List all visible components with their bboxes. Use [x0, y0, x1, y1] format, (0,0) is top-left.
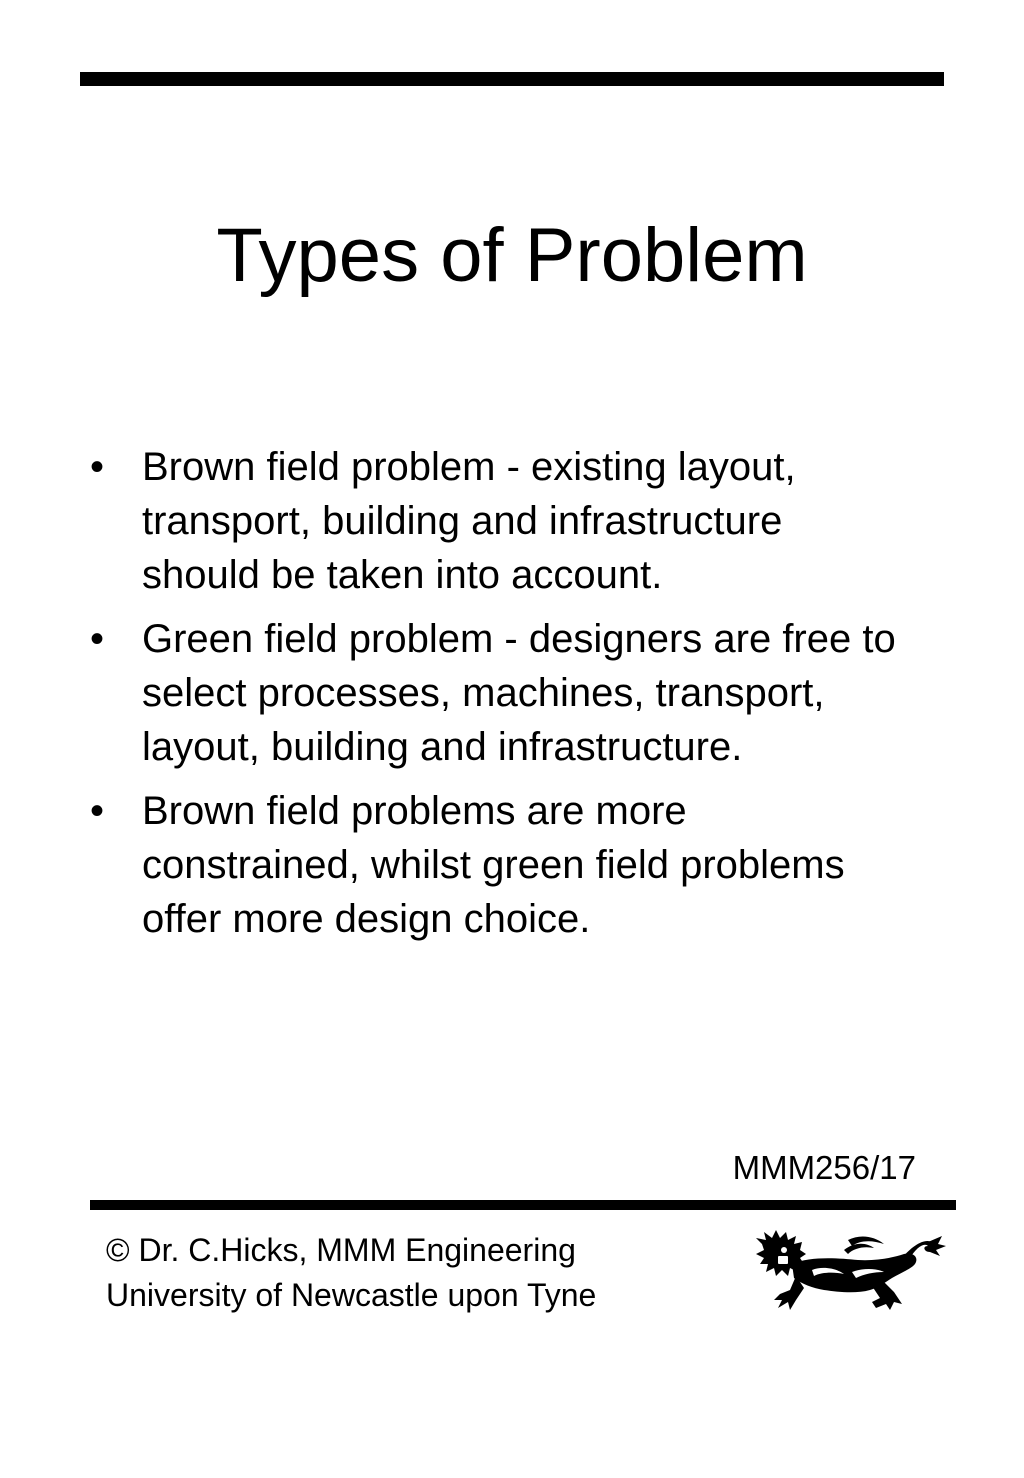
list-item — [90, 784, 910, 946]
bullet-marker: • — [90, 445, 105, 489]
bullet-text: Brown field problem - existing layout, transport, building and infrastructure should be taken into account. — [142, 445, 796, 597]
bullet-marker: • — [90, 789, 105, 833]
list-item — [90, 612, 910, 774]
page-title: Types of Problem — [216, 213, 808, 298]
footer-credit — [106, 1228, 596, 1318]
top-rule — [80, 72, 944, 86]
bullet-marker: • — [90, 617, 105, 661]
bullet-text: Green field problem - designers are free to select processes, machines, transport, layout, building and infrastructure. — [142, 617, 896, 769]
footer-university-line: University of Newcastle upon Tyne — [106, 1277, 597, 1313]
slide-reference: MMM256/17 — [732, 1149, 916, 1186]
list-item — [90, 440, 910, 602]
bottom-rule — [90, 1200, 956, 1210]
footer-copyright-line: © Dr. C.Hicks, MMM Engineering — [106, 1232, 576, 1268]
bullet-text: Brown field problems are more constrained, whilst green field problems offer more design choice. — [142, 789, 845, 941]
bullet-list — [90, 440, 910, 956]
lion-icon — [752, 1228, 948, 1312]
